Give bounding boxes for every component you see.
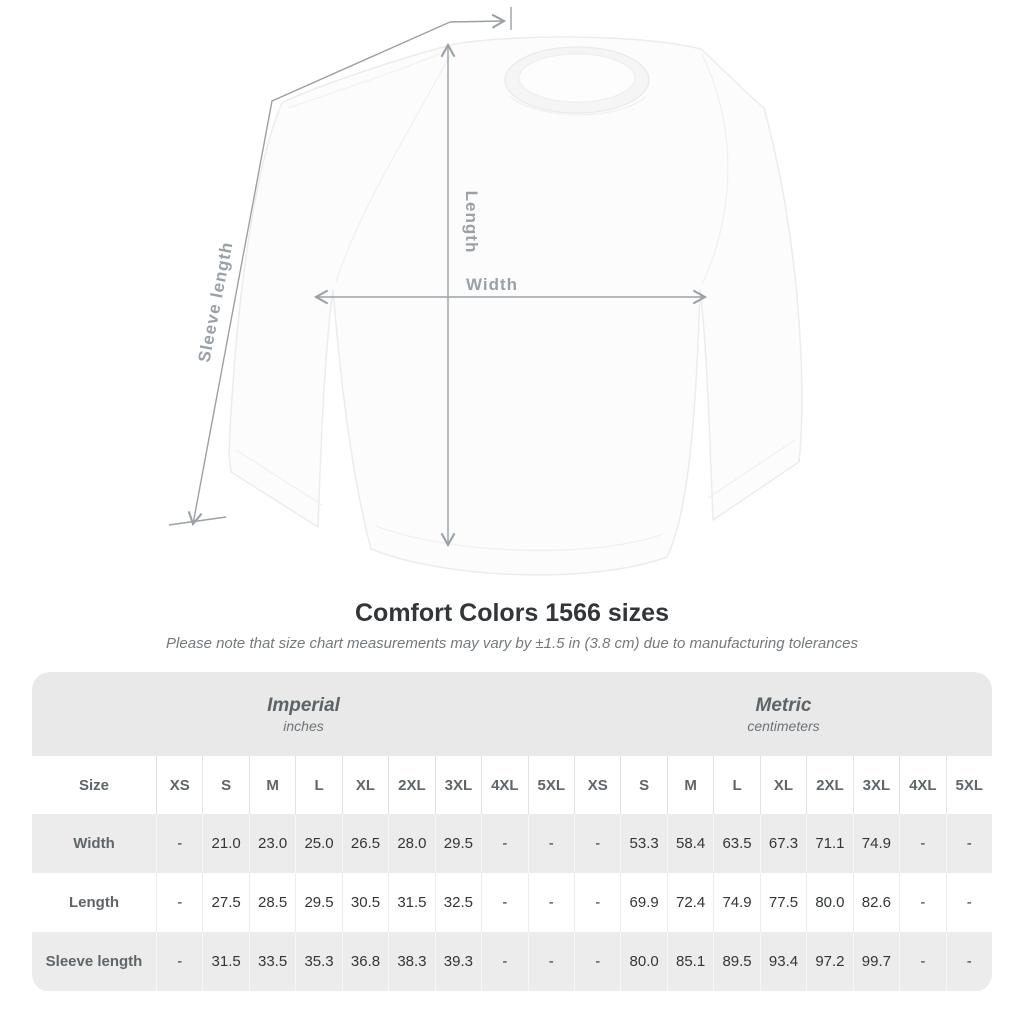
row-label: Length (69, 894, 119, 911)
size-col-imperial-5xl: 5XL (528, 756, 574, 814)
measurement-cell-imperial: - (156, 932, 202, 991)
measurement-cell-imperial: - (481, 873, 527, 932)
table-row-length (32, 873, 992, 932)
size-col-imperial-xl: XL (342, 756, 388, 814)
measurement-cell-imperial: 25.0 (295, 814, 341, 873)
table-rows (32, 814, 992, 991)
width-label: Width (465, 275, 519, 294)
sweatshirt-body (229, 37, 802, 575)
size-header-row (32, 756, 992, 814)
measurement-cell-metric: 80.0 (806, 873, 852, 932)
sweatshirt-illustration (229, 37, 802, 575)
neck-reference-line (450, 21, 504, 22)
table-row-width (32, 814, 992, 873)
measurement-cell-imperial: 33.5 (249, 932, 295, 991)
measurement-cell-imperial: 23.0 (249, 814, 295, 873)
measurement-cell-imperial: - (528, 873, 574, 932)
sleeve-end-tick (169, 517, 226, 525)
measurement-cell-metric: 72.4 (667, 873, 713, 932)
size-col-imperial-l: L (295, 756, 341, 814)
measurement-cell-metric: 74.9 (853, 814, 899, 873)
size-chart-table (32, 672, 992, 992)
measurement-cell-metric: - (899, 873, 945, 932)
measurement-cell-imperial: 26.5 (342, 814, 388, 873)
size-col-metric-xl: XL (760, 756, 806, 814)
measurement-cell-metric: 97.2 (806, 932, 852, 991)
measurement-cell-metric: 53.3 (620, 814, 666, 873)
size-col-metric-4xl: 4XL (899, 756, 945, 814)
size-col-imperial-2xl: 2XL (388, 756, 434, 814)
measurement-cell-metric: 74.9 (713, 873, 759, 932)
measurement-cell-metric: 63.5 (713, 814, 759, 873)
size-col-metric-s: S (620, 756, 666, 814)
metric-sublabel: centimeters (747, 717, 820, 734)
measurement-cell-imperial: 32.5 (435, 873, 481, 932)
measurement-cell-imperial: - (481, 814, 527, 873)
size-col-metric-3xl: 3XL (853, 756, 899, 814)
measurement-cell-imperial: 38.3 (388, 932, 434, 991)
row-label: Sleeve length (45, 953, 143, 970)
measurement-cell-metric: 77.5 (760, 873, 806, 932)
measurement-cell-metric: - (946, 814, 992, 873)
measurement-cell-imperial: - (481, 932, 527, 991)
tolerance-note: Please note that size chart measurements may vary by ±1.5 in (3.8 cm) due to manufacturing tolerances (166, 635, 858, 652)
measurement-cell-imperial: 21.0 (202, 814, 248, 873)
measurement-cell-imperial: 29.5 (295, 873, 341, 932)
imperial-label: Imperial (267, 694, 340, 716)
measurement-cell-imperial: 31.5 (202, 932, 248, 991)
row-label: Width (73, 835, 115, 852)
measurement-cell-imperial: - (528, 814, 574, 873)
measurement-cell-metric: - (574, 814, 620, 873)
measurement-cell-imperial: 35.3 (295, 932, 341, 991)
size-col-imperial-xs: XS (156, 756, 202, 814)
measurement-cell-imperial: 39.3 (435, 932, 481, 991)
size-col-metric-5xl: 5XL (946, 756, 992, 814)
length-label: Length (462, 190, 481, 254)
measurement-cell-metric: - (899, 932, 945, 991)
measurement-cell-metric: 58.4 (667, 814, 713, 873)
page-title: Comfort Colors 1566 sizes (355, 599, 669, 627)
size-col-imperial-s: S (202, 756, 248, 814)
collar-inner (519, 54, 635, 102)
size-col-imperial-m: M (249, 756, 295, 814)
size-column-header: Size (78, 776, 109, 794)
measurement-cell-metric: - (946, 873, 992, 932)
imperial-header (32, 672, 575, 756)
imperial-sublabel: inches (283, 717, 324, 734)
measurement-cell-imperial: 29.5 (435, 814, 481, 873)
measurement-cell-imperial: 28.0 (388, 814, 434, 873)
measurement-cell-metric: - (899, 814, 945, 873)
size-col-imperial-3xl: 3XL (435, 756, 481, 814)
measurement-cell-imperial: - (156, 873, 202, 932)
measurement-cell-metric: 89.5 (713, 932, 759, 991)
unit-header-band (32, 672, 992, 756)
measurement-cell-imperial: 28.5 (249, 873, 295, 932)
measurement-cell-metric: 93.4 (760, 932, 806, 991)
measurement-cell-imperial: 36.8 (342, 932, 388, 991)
table-row-sleeve-length (32, 932, 992, 991)
size-col-metric-m: M (667, 756, 713, 814)
measurement-cell-metric: 69.9 (620, 873, 666, 932)
size-col-metric-2xl: 2XL (806, 756, 852, 814)
measurement-cell-imperial: - (528, 932, 574, 991)
measurement-cell-metric: 80.0 (620, 932, 666, 991)
size-col-metric-l: L (713, 756, 759, 814)
measurement-cell-metric: - (574, 932, 620, 991)
measurement-cell-imperial: - (156, 814, 202, 873)
measurement-cell-metric: - (946, 932, 992, 991)
measurement-cell-imperial: 31.5 (388, 873, 434, 932)
measurement-cell-imperial: 30.5 (342, 873, 388, 932)
metric-header (575, 672, 992, 756)
sleeve-length-label: Sleeve length (194, 239, 237, 364)
size-col-imperial-4xl: 4XL (481, 756, 527, 814)
measurement-cell-metric: - (574, 873, 620, 932)
metric-label: Metric (755, 694, 812, 716)
measurement-cell-metric: 71.1 (806, 814, 852, 873)
measurement-cell-imperial: 27.5 (202, 873, 248, 932)
measurement-cell-metric: 85.1 (667, 932, 713, 991)
measurement-cell-metric: 99.7 (853, 932, 899, 991)
size-col-metric-xs: XS (574, 756, 620, 814)
measurement-cell-metric: 67.3 (760, 814, 806, 873)
measurement-cell-metric: 82.6 (853, 873, 899, 932)
